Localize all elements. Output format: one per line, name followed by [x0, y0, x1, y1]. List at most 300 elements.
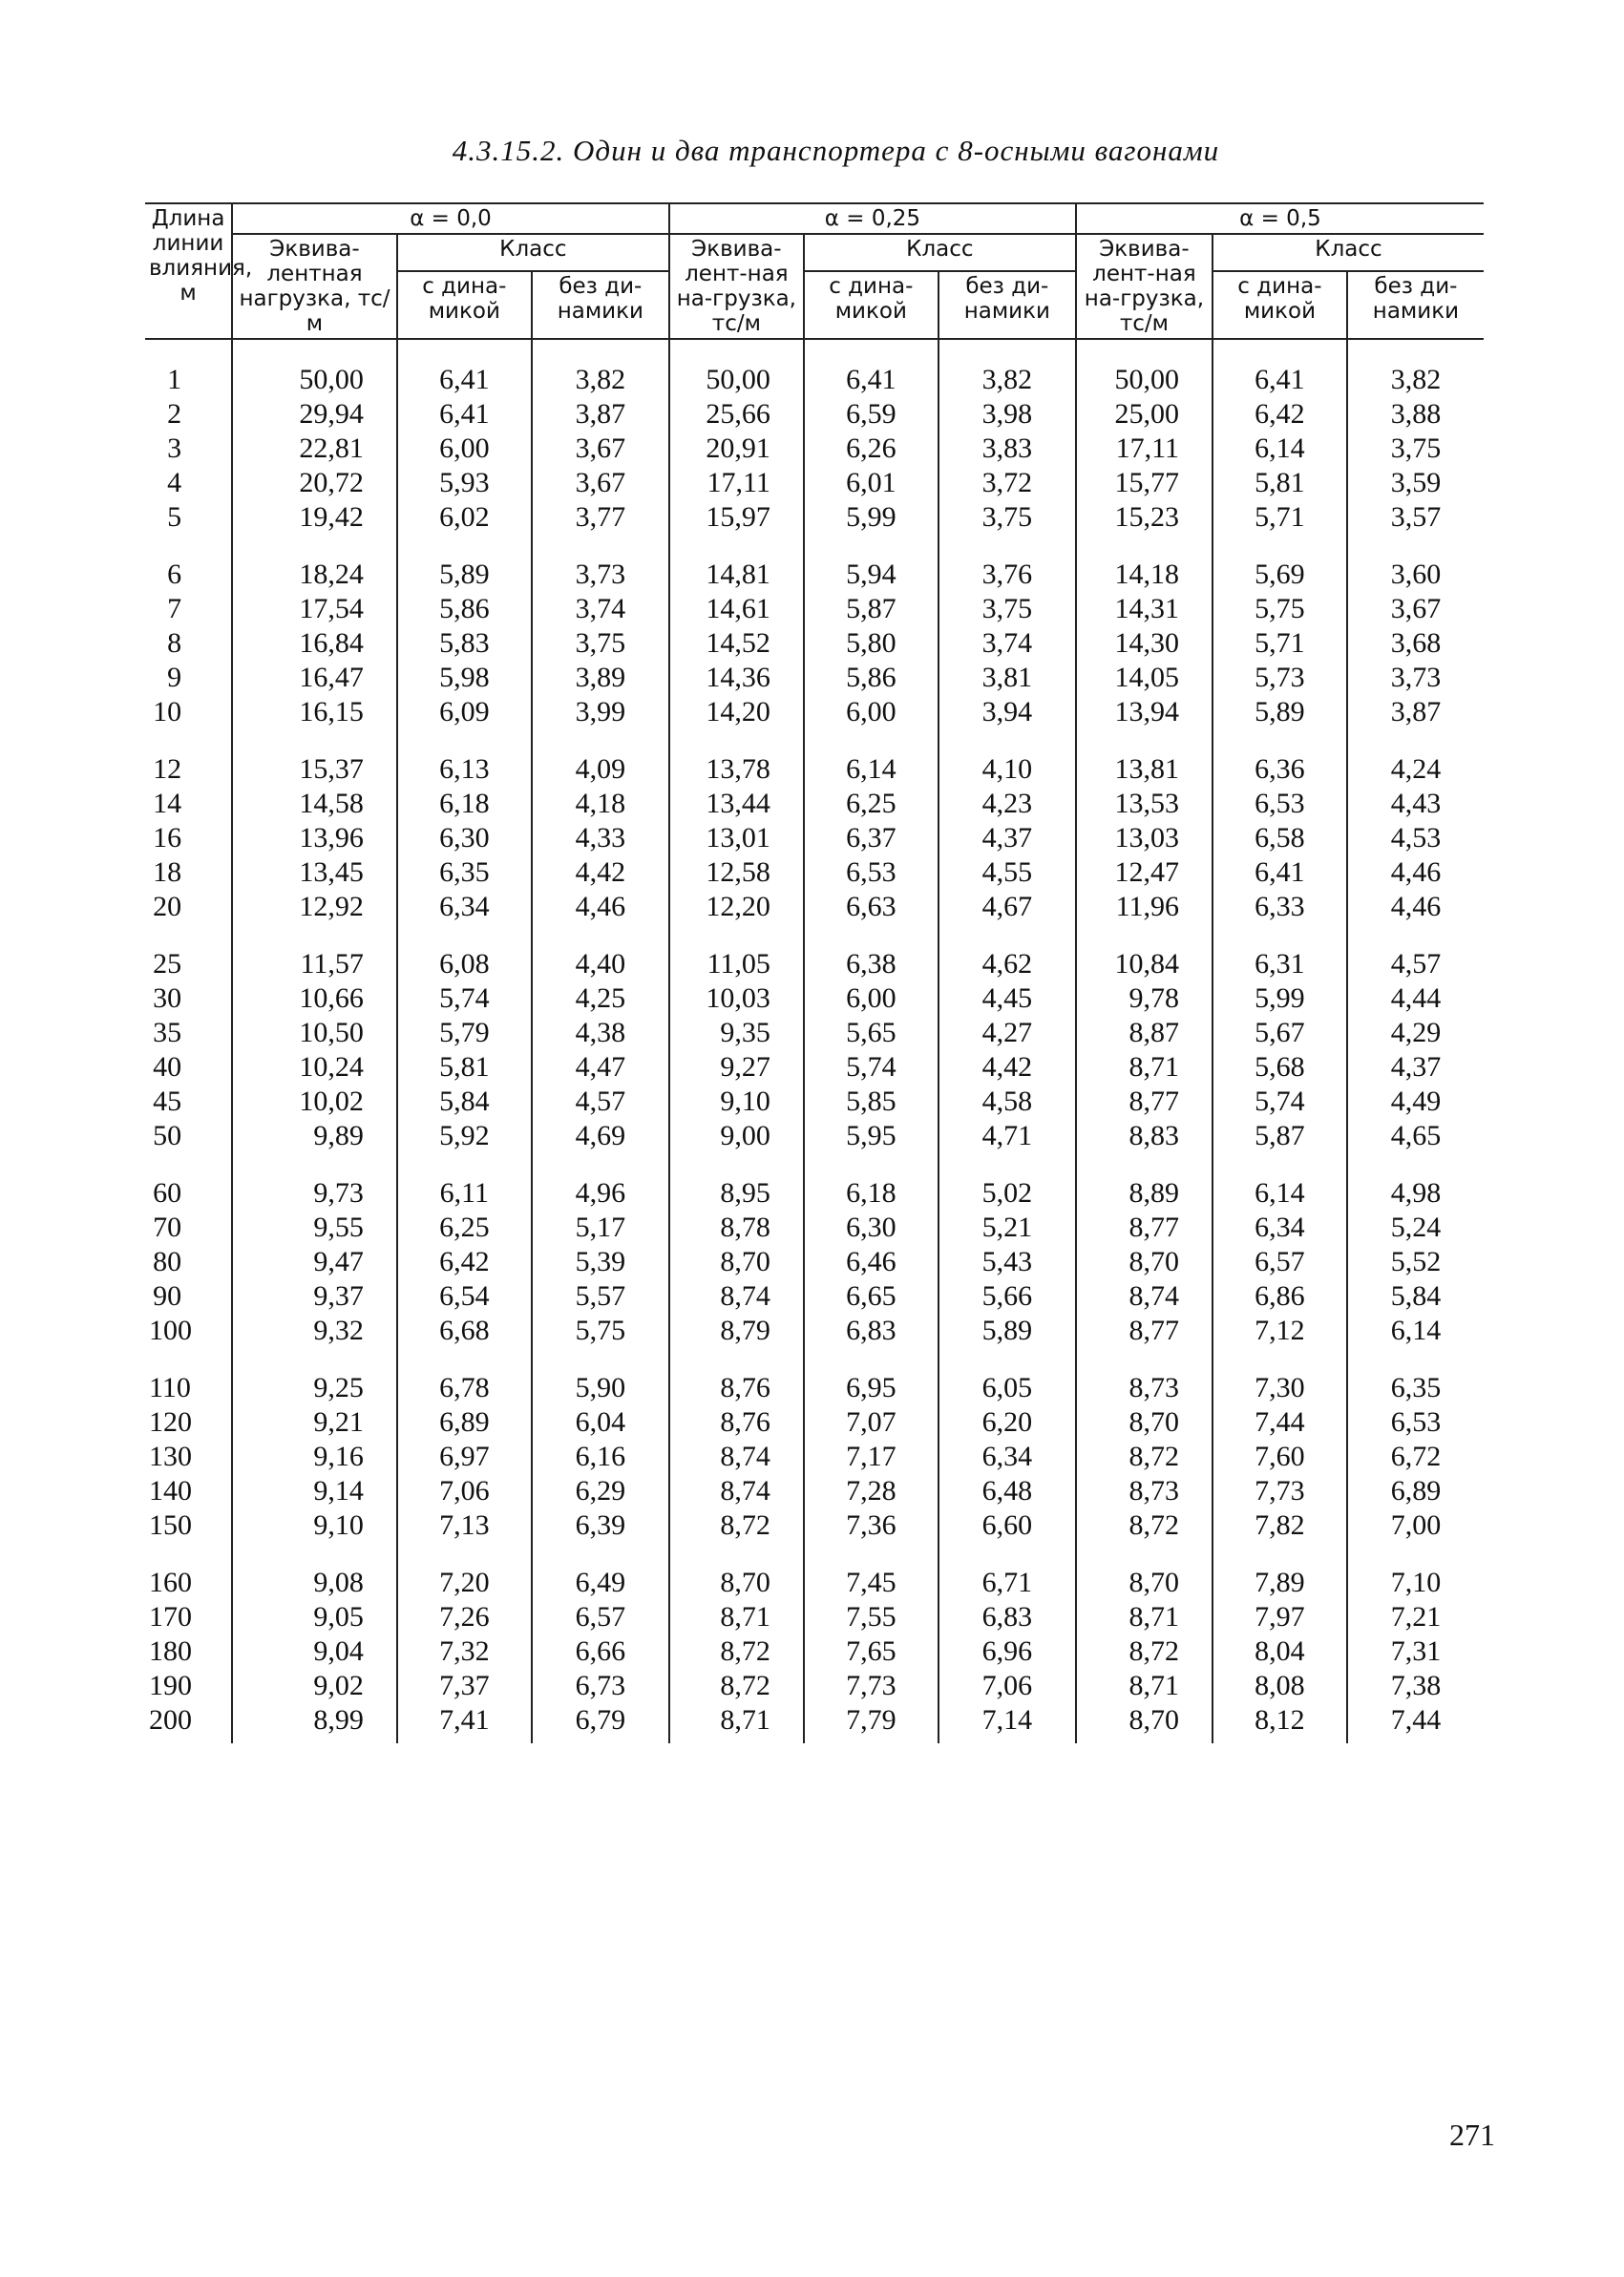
value-cell: 6,35	[397, 855, 532, 890]
value-cell: 50,00	[232, 339, 397, 397]
value-cell: 6,14	[1347, 1314, 1484, 1348]
value-cell: 13,78	[669, 729, 804, 787]
alpha-group-header: α = 0,0	[232, 203, 669, 234]
table-row	[145, 1314, 1484, 1348]
table-row	[145, 1211, 1484, 1245]
table-row	[145, 432, 1484, 466]
length-cell: 90	[153, 1280, 182, 1312]
value-cell: 3,83	[939, 432, 1076, 466]
value-cell: 3,99	[532, 695, 669, 729]
value-cell: 4,45	[939, 981, 1076, 1016]
value-cell: 9,16	[232, 1440, 397, 1474]
value-cell: 6,54	[397, 1279, 532, 1314]
length-cell: 80	[153, 1246, 182, 1277]
value-cell: 13,81	[1076, 729, 1213, 787]
value-cell: 6,29	[532, 1474, 669, 1508]
value-cell: 9,27	[669, 1050, 804, 1085]
value-cell: 12,92	[232, 890, 397, 924]
table-row	[145, 1440, 1484, 1474]
value-cell: 3,98	[939, 397, 1076, 432]
value-cell: 5,89	[939, 1314, 1076, 1348]
length-cell: 10	[153, 696, 182, 727]
value-cell: 13,96	[232, 821, 397, 855]
value-cell: 14,05	[1076, 661, 1213, 695]
value-cell: 5,87	[804, 592, 939, 626]
length-cell: 190	[149, 1670, 192, 1701]
value-cell: 10,84	[1076, 924, 1213, 981]
value-cell: 6,30	[804, 1211, 939, 1245]
value-cell: 9,73	[232, 1153, 397, 1211]
table-row	[145, 1348, 1484, 1405]
value-cell: 8,71	[669, 1600, 804, 1634]
value-cell: 13,03	[1076, 821, 1213, 855]
with-dynamics-header: с дина-микой	[804, 271, 939, 339]
value-cell: 5,84	[397, 1085, 532, 1119]
length-cell: 30	[153, 982, 182, 1014]
value-cell: 3,89	[532, 661, 669, 695]
value-cell: 4,37	[1347, 1050, 1484, 1085]
value-cell: 6,04	[532, 1405, 669, 1440]
value-cell: 7,20	[397, 1543, 532, 1600]
value-cell: 6,14	[1213, 432, 1347, 466]
value-cell: 8,99	[232, 1703, 397, 1743]
value-cell: 20,72	[232, 466, 397, 500]
value-cell: 4,57	[532, 1085, 669, 1119]
value-cell: 3,73	[532, 535, 669, 592]
value-cell: 4,10	[939, 729, 1076, 787]
value-cell: 5,75	[532, 1314, 669, 1348]
value-cell: 6,33	[1213, 890, 1347, 924]
value-cell: 4,18	[532, 787, 669, 821]
value-cell: 9,37	[232, 1279, 397, 1314]
with-dynamics-header: с дина-микой	[1213, 271, 1347, 339]
value-cell: 3,74	[939, 626, 1076, 661]
value-cell: 8,71	[1076, 1669, 1213, 1703]
value-cell: 14,58	[232, 787, 397, 821]
value-cell: 5,81	[1213, 466, 1347, 500]
value-cell: 7,28	[804, 1474, 939, 1508]
value-cell: 3,75	[939, 500, 1076, 535]
value-cell: 6,53	[1213, 787, 1347, 821]
value-cell: 5,39	[532, 1245, 669, 1279]
length-cell: 180	[149, 1635, 192, 1667]
value-cell: 6,09	[397, 695, 532, 729]
class-header: Класс	[804, 234, 1076, 271]
table-row	[145, 500, 1484, 535]
value-cell: 8,70	[669, 1245, 804, 1279]
value-cell: 6,60	[939, 1508, 1076, 1543]
value-cell: 8,78	[669, 1211, 804, 1245]
value-cell: 5,65	[804, 1016, 939, 1050]
value-cell: 5,68	[1213, 1050, 1347, 1085]
value-cell: 5,21	[939, 1211, 1076, 1245]
length-cell: 5	[167, 501, 182, 533]
value-cell: 7,55	[804, 1600, 939, 1634]
value-cell: 8,72	[1076, 1634, 1213, 1669]
value-cell: 8,72	[669, 1508, 804, 1543]
value-cell: 4,49	[1347, 1085, 1484, 1119]
value-cell: 7,07	[804, 1405, 939, 1440]
length-cell: 140	[149, 1475, 192, 1507]
value-cell: 6,01	[804, 466, 939, 500]
value-cell: 4,55	[939, 855, 1076, 890]
value-cell: 7,06	[939, 1669, 1076, 1703]
length-cell: 14	[153, 788, 182, 819]
value-cell: 3,75	[532, 626, 669, 661]
value-cell: 8,72	[1076, 1440, 1213, 1474]
value-cell: 7,14	[939, 1703, 1076, 1743]
with-dynamics-header: с дина-микой	[397, 271, 532, 339]
length-cell: 25	[153, 948, 182, 980]
table-row	[145, 535, 1484, 592]
value-cell: 13,01	[669, 821, 804, 855]
value-cell: 8,71	[1076, 1050, 1213, 1085]
table-row	[145, 1085, 1484, 1119]
equivalent-load-header: Эквива-лент-ная на-грузка, тс/м	[1076, 234, 1213, 339]
value-cell: 8,79	[669, 1314, 804, 1348]
value-cell: 8,70	[1076, 1703, 1213, 1743]
without-dynamics-header: без ди-намики	[1347, 271, 1484, 339]
value-cell: 8,70	[1076, 1405, 1213, 1440]
length-cell: 50	[153, 1120, 182, 1151]
table-body	[145, 339, 1484, 1743]
value-cell: 25,66	[669, 397, 804, 432]
table-row	[145, 1508, 1484, 1543]
value-cell: 14,18	[1076, 535, 1213, 592]
value-cell: 8,74	[669, 1474, 804, 1508]
value-cell: 4,37	[939, 821, 1076, 855]
value-cell: 8,76	[669, 1405, 804, 1440]
value-cell: 10,03	[669, 981, 804, 1016]
value-cell: 7,32	[397, 1634, 532, 1669]
value-cell: 6,02	[397, 500, 532, 535]
value-cell: 15,77	[1076, 466, 1213, 500]
length-cell: 130	[149, 1441, 192, 1472]
value-cell: 14,20	[669, 695, 804, 729]
value-cell: 50,00	[1076, 339, 1213, 397]
value-cell: 6,41	[1213, 855, 1347, 890]
value-cell: 6,49	[532, 1543, 669, 1600]
value-cell: 8,83	[1076, 1119, 1213, 1153]
value-cell: 5,79	[397, 1016, 532, 1050]
value-cell: 4,58	[939, 1085, 1076, 1119]
value-cell: 3,73	[1347, 661, 1484, 695]
equivalent-load-header: Эквива-лентная нагрузка, тс/м	[232, 234, 397, 339]
value-cell: 9,10	[232, 1508, 397, 1543]
value-cell: 6,72	[1347, 1440, 1484, 1474]
without-dynamics-header: без ди-намики	[939, 271, 1076, 339]
value-cell: 6,26	[804, 432, 939, 466]
value-cell: 7,10	[1347, 1543, 1484, 1600]
value-cell: 9,47	[232, 1245, 397, 1279]
value-cell: 10,02	[232, 1085, 397, 1119]
value-cell: 6,11	[397, 1153, 532, 1211]
value-cell: 16,47	[232, 661, 397, 695]
value-cell: 4,98	[1347, 1153, 1484, 1211]
value-cell: 20,91	[669, 432, 804, 466]
value-cell: 6,34	[397, 890, 532, 924]
table-row	[145, 1669, 1484, 1703]
value-cell: 6,34	[939, 1440, 1076, 1474]
value-cell: 6,30	[397, 821, 532, 855]
value-cell: 3,67	[532, 432, 669, 466]
value-cell: 6,31	[1213, 924, 1347, 981]
value-cell: 4,44	[1347, 981, 1484, 1016]
value-cell: 12,58	[669, 855, 804, 890]
value-cell: 13,45	[232, 855, 397, 890]
value-cell: 4,42	[532, 855, 669, 890]
value-cell: 16,15	[232, 695, 397, 729]
value-cell: 5,80	[804, 626, 939, 661]
length-column-header: Длина линии влияния, м	[145, 203, 232, 339]
value-cell: 9,05	[232, 1600, 397, 1634]
table-row	[145, 1245, 1484, 1279]
value-cell: 7,44	[1213, 1405, 1347, 1440]
length-cell: 70	[153, 1212, 182, 1243]
value-cell: 5,74	[804, 1050, 939, 1085]
value-cell: 8,74	[669, 1279, 804, 1314]
value-cell: 4,53	[1347, 821, 1484, 855]
value-cell: 6,73	[532, 1669, 669, 1703]
value-cell: 5,92	[397, 1119, 532, 1153]
value-cell: 19,42	[232, 500, 397, 535]
value-cell: 8,74	[1076, 1279, 1213, 1314]
table-title: 4.3.15.2. Один и два транспортера с 8-осными вагонами	[452, 134, 1220, 167]
value-cell: 6,46	[804, 1245, 939, 1279]
value-cell: 6,18	[397, 787, 532, 821]
value-cell: 7,21	[1347, 1600, 1484, 1634]
value-cell: 3,82	[532, 339, 669, 397]
value-cell: 4,65	[1347, 1119, 1484, 1153]
value-cell: 11,96	[1076, 890, 1213, 924]
value-cell: 8,89	[1076, 1153, 1213, 1211]
value-cell: 11,05	[669, 924, 804, 981]
value-cell: 5,93	[397, 466, 532, 500]
value-cell: 6,38	[804, 924, 939, 981]
table-row	[145, 661, 1484, 695]
value-cell: 9,02	[232, 1669, 397, 1703]
value-cell: 6,37	[804, 821, 939, 855]
value-cell: 6,08	[397, 924, 532, 981]
value-cell: 5,89	[1213, 695, 1347, 729]
value-cell: 6,34	[1213, 1211, 1347, 1245]
value-cell: 4,40	[532, 924, 669, 981]
value-cell: 3,60	[1347, 535, 1484, 592]
class-header: Класс	[397, 234, 669, 271]
value-cell: 4,24	[1347, 729, 1484, 787]
value-cell: 5,43	[939, 1245, 1076, 1279]
value-cell: 5,73	[1213, 661, 1347, 695]
value-cell: 9,14	[232, 1474, 397, 1508]
value-cell: 8,70	[669, 1543, 804, 1600]
value-cell: 5,86	[804, 661, 939, 695]
value-cell: 5,99	[804, 500, 939, 535]
value-cell: 7,00	[1347, 1508, 1484, 1543]
table-row	[145, 1119, 1484, 1153]
value-cell: 8,77	[1076, 1211, 1213, 1245]
value-cell: 17,11	[669, 466, 804, 500]
value-cell: 5,02	[939, 1153, 1076, 1211]
value-cell: 7,65	[804, 1634, 939, 1669]
value-cell: 5,90	[532, 1348, 669, 1405]
value-cell: 9,10	[669, 1085, 804, 1119]
value-cell: 14,52	[669, 626, 804, 661]
value-cell: 3,94	[939, 695, 1076, 729]
value-cell: 7,31	[1347, 1634, 1484, 1669]
value-cell: 9,25	[232, 1348, 397, 1405]
value-cell: 6,05	[939, 1348, 1076, 1405]
length-cell: 8	[167, 627, 182, 659]
value-cell: 4,33	[532, 821, 669, 855]
without-dynamics-header: без ди-намики	[532, 271, 669, 339]
value-cell: 9,35	[669, 1016, 804, 1050]
value-cell: 4,46	[532, 890, 669, 924]
table-row	[145, 1279, 1484, 1314]
value-cell: 9,55	[232, 1211, 397, 1245]
value-cell: 6,48	[939, 1474, 1076, 1508]
alpha-group-header: α = 0,5	[1076, 203, 1484, 234]
value-cell: 8,95	[669, 1153, 804, 1211]
length-cell: 4	[167, 467, 182, 498]
value-cell: 8,04	[1213, 1634, 1347, 1669]
value-cell: 12,20	[669, 890, 804, 924]
value-cell: 3,67	[1347, 592, 1484, 626]
length-cell: 3	[167, 432, 182, 464]
value-cell: 7,41	[397, 1703, 532, 1743]
value-cell: 5,86	[397, 592, 532, 626]
value-cell: 12,47	[1076, 855, 1213, 890]
value-cell: 7,13	[397, 1508, 532, 1543]
value-cell: 3,74	[532, 592, 669, 626]
value-cell: 6,14	[804, 729, 939, 787]
value-cell: 3,87	[532, 397, 669, 432]
value-cell: 3,81	[939, 661, 1076, 695]
value-cell: 3,68	[1347, 626, 1484, 661]
value-cell: 15,37	[232, 729, 397, 787]
value-cell: 6,41	[1213, 339, 1347, 397]
length-cell: 9	[167, 662, 182, 693]
value-cell: 6,41	[397, 397, 532, 432]
value-cell: 6,00	[804, 695, 939, 729]
value-cell: 9,89	[232, 1119, 397, 1153]
table-row	[145, 626, 1484, 661]
value-cell: 6,35	[1347, 1348, 1484, 1405]
value-cell: 6,83	[804, 1314, 939, 1348]
value-cell: 3,72	[939, 466, 1076, 500]
value-cell: 5,94	[804, 535, 939, 592]
table-row	[145, 1405, 1484, 1440]
table-row	[145, 1543, 1484, 1600]
value-cell: 9,32	[232, 1314, 397, 1348]
value-cell: 7,17	[804, 1440, 939, 1474]
value-cell: 6,65	[804, 1279, 939, 1314]
value-cell: 5,85	[804, 1085, 939, 1119]
value-cell: 7,82	[1213, 1508, 1347, 1543]
value-cell: 15,23	[1076, 500, 1213, 535]
value-cell: 4,43	[1347, 787, 1484, 821]
value-cell: 7,97	[1213, 1600, 1347, 1634]
value-cell: 6,39	[532, 1508, 669, 1543]
value-cell: 8,72	[669, 1634, 804, 1669]
table-row	[145, 1600, 1484, 1634]
value-cell: 8,08	[1213, 1669, 1347, 1703]
value-cell: 7,38	[1347, 1669, 1484, 1703]
value-cell: 6,71	[939, 1543, 1076, 1600]
value-cell: 8,77	[1076, 1314, 1213, 1348]
value-cell: 4,46	[1347, 855, 1484, 890]
value-cell: 11,57	[232, 924, 397, 981]
value-cell: 5,17	[532, 1211, 669, 1245]
value-cell: 7,60	[1213, 1440, 1347, 1474]
value-cell: 6,42	[1213, 397, 1347, 432]
value-cell: 6,97	[397, 1440, 532, 1474]
value-cell: 3,77	[532, 500, 669, 535]
value-cell: 6,59	[804, 397, 939, 432]
table-row	[145, 729, 1484, 787]
value-cell: 6,96	[939, 1634, 1076, 1669]
length-cell: 60	[153, 1177, 182, 1209]
value-cell: 4,62	[939, 924, 1076, 981]
value-cell: 7,12	[1213, 1314, 1347, 1348]
value-cell: 6,78	[397, 1348, 532, 1405]
table-row	[145, 787, 1484, 821]
value-cell: 7,30	[1213, 1348, 1347, 1405]
value-cell: 4,25	[532, 981, 669, 1016]
value-cell: 5,24	[1347, 1211, 1484, 1245]
length-cell: 110	[149, 1372, 191, 1403]
value-cell: 6,41	[804, 339, 939, 397]
table-row	[145, 890, 1484, 924]
value-cell: 4,67	[939, 890, 1076, 924]
value-cell: 4,38	[532, 1016, 669, 1050]
value-cell: 15,97	[669, 500, 804, 535]
length-cell: 2	[167, 398, 182, 430]
length-cell: 20	[153, 891, 182, 922]
value-cell: 6,13	[397, 729, 532, 787]
value-cell: 10,50	[232, 1016, 397, 1050]
value-cell: 3,75	[1347, 432, 1484, 466]
value-cell: 25,00	[1076, 397, 1213, 432]
length-cell: 1	[167, 364, 182, 395]
value-cell: 4,23	[939, 787, 1076, 821]
value-cell: 7,44	[1347, 1703, 1484, 1743]
value-cell: 6,95	[804, 1348, 939, 1405]
value-cell: 6,41	[397, 339, 532, 397]
value-cell: 8,71	[669, 1703, 804, 1743]
table-row	[145, 1016, 1484, 1050]
value-cell: 8,72	[669, 1669, 804, 1703]
value-cell: 5,71	[1213, 500, 1347, 535]
length-cell: 45	[153, 1086, 182, 1117]
value-cell: 5,99	[1213, 981, 1347, 1016]
value-cell: 6,14	[1213, 1153, 1347, 1211]
value-cell: 9,78	[1076, 981, 1213, 1016]
value-cell: 9,21	[232, 1405, 397, 1440]
value-cell: 3,59	[1347, 466, 1484, 500]
value-cell: 3,57	[1347, 500, 1484, 535]
table-row	[145, 1634, 1484, 1669]
value-cell: 17,54	[232, 592, 397, 626]
table-row	[145, 924, 1484, 981]
value-cell: 3,75	[939, 592, 1076, 626]
value-cell: 6,86	[1213, 1279, 1347, 1314]
value-cell: 5,81	[397, 1050, 532, 1085]
value-cell: 4,47	[532, 1050, 669, 1085]
value-cell: 8,12	[1213, 1703, 1347, 1743]
value-cell: 13,53	[1076, 787, 1213, 821]
value-cell: 5,89	[397, 535, 532, 592]
value-cell: 7,79	[804, 1703, 939, 1743]
